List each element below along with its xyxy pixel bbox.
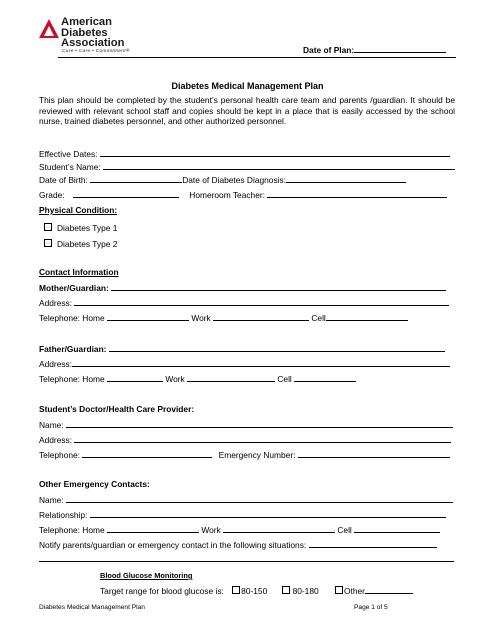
checkbox-icon	[44, 239, 52, 247]
date-of-birth-field[interactable]: Date of Birth: Date of Diabetes Diagnosis:	[39, 174, 406, 185]
footer-title: Diabetes Medical Management Plan	[39, 604, 145, 611]
blood-glucose-heading: Blood Glucose Monitoring	[100, 571, 193, 580]
mother-address-field[interactable]: Address:	[39, 297, 449, 308]
intro-paragraph: This plan should be completed by the student’s personal health care team and parents /guardian. It should be reviewed with relevant school staff and copies should be kept in a place that is easily accessed by the school nurse, trained diabetes personnel, and other authorized personnel.	[39, 95, 455, 127]
page-number: Page 1 of 5	[354, 604, 388, 611]
checkbox-icon	[335, 586, 343, 594]
target-range-row: Target range for blood glucose is: 80-150 80-180 Other	[100, 585, 413, 596]
checkbox-diabetes-type-1[interactable]: Diabetes Type 1	[44, 223, 117, 233]
ada-tagline: Cure • Care • Commitment®	[62, 49, 130, 54]
mother-telephone-field[interactable]: Telephone: Home Work Cell	[39, 312, 408, 323]
ada-logo-text: American Diabetes Association	[61, 16, 125, 49]
checkbox-icon	[44, 223, 52, 231]
date-of-plan: Date of Plan:	[303, 44, 446, 55]
notify-situations-field[interactable]: Notify parents/guardian or emergency contact in the following situations:	[39, 539, 437, 550]
page-title: Diabetes Medical Management Plan	[171, 81, 324, 91]
doctor-address-field[interactable]: Address:	[39, 434, 451, 445]
other-name-field[interactable]: Name:	[39, 494, 453, 505]
checkbox-icon	[282, 586, 290, 594]
students-name-field[interactable]: Student’s Name:	[39, 161, 455, 172]
effective-dates-field[interactable]: Effective Dates:	[39, 148, 450, 159]
grade-field[interactable]: Grade: Homeroom Teacher:	[39, 189, 447, 200]
checkbox-diabetes-type-2[interactable]: Diabetes Type 2	[44, 239, 117, 249]
header-divider	[58, 57, 456, 58]
checkbox-80-150[interactable]: 80-150	[232, 586, 267, 596]
father-telephone-field[interactable]: Telephone: Home Work Cell	[39, 373, 356, 384]
notify-continuation-line[interactable]	[39, 561, 454, 562]
physical-condition-heading: Physical Condition:	[39, 205, 118, 215]
checkbox-other[interactable]: Other	[335, 586, 413, 596]
other-telephone-field[interactable]: Telephone: Home Work Cell	[39, 524, 440, 535]
father-address-field[interactable]: Address:	[39, 358, 450, 369]
father-guardian-field[interactable]: Father/Guardian:	[39, 343, 445, 354]
checkbox-icon	[232, 586, 240, 594]
contact-info-heading: Contact Information	[39, 267, 119, 277]
ada-logo-icon	[38, 18, 60, 40]
other-contacts-heading: Other Emergency Contacts:	[39, 479, 150, 489]
checkbox-80-180[interactable]: 80-180	[282, 586, 319, 596]
mother-guardian-field[interactable]: Mother/Guardian:	[39, 282, 446, 293]
doctor-telephone-field[interactable]: Telephone: Emergency Number:	[39, 449, 450, 460]
relationship-field[interactable]: Relationship:	[39, 509, 446, 520]
doctor-heading: Student’s Doctor/Health Care Provider:	[39, 404, 195, 414]
doctor-name-field[interactable]: Name:	[39, 419, 453, 430]
